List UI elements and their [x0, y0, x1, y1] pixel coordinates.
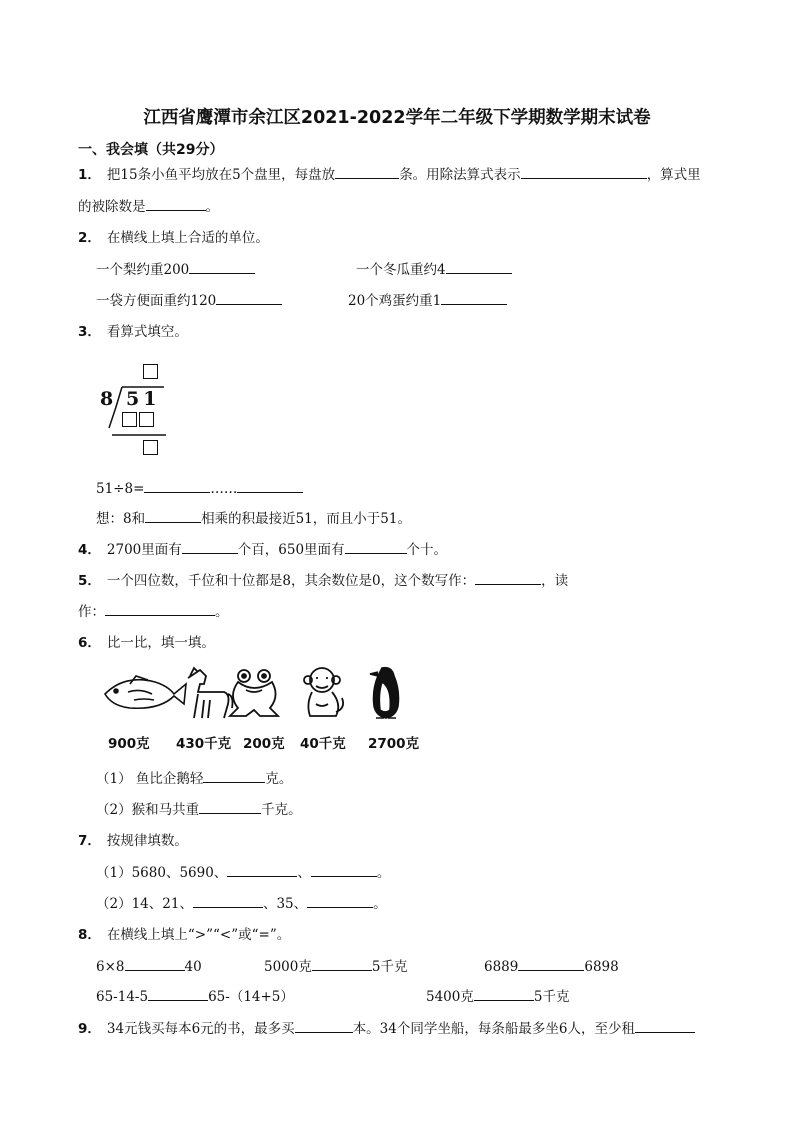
question-text: 作：: [78, 604, 105, 620]
q7-sub-2: [96, 893, 387, 914]
sub-question-text: 克。: [265, 771, 293, 787]
question-number: 8．: [78, 927, 101, 943]
answer-blank[interactable]: [635, 1018, 695, 1033]
divisor: 8: [100, 388, 114, 410]
answer-blank[interactable]: [199, 799, 261, 814]
equation-text: 51÷8=: [96, 481, 145, 497]
answer-blank[interactable]: [441, 290, 507, 305]
answer-blank[interactable]: [237, 478, 303, 493]
question-text: 一个四位数，千位和十位都是8，其余数位是0，这个数写作：: [106, 573, 476, 589]
animal-illustrations: [100, 664, 430, 724]
sequence-text: （2）14、21、: [96, 896, 193, 912]
question-text: 。: [215, 604, 229, 620]
question-text: ，读: [541, 573, 569, 589]
question-text: 2700里面有: [106, 542, 182, 558]
item-text: 20个鸡蛋约重1: [348, 293, 442, 309]
remainder-box[interactable]: [143, 440, 158, 455]
animal-weight-label: 900克: [108, 736, 150, 752]
compare-item: [264, 956, 407, 977]
ellipsis: ……: [210, 481, 238, 497]
q6-sub-1: [96, 768, 292, 789]
answer-blank[interactable]: [193, 893, 263, 908]
item-text: 一个冬瓜重约4: [356, 262, 446, 278]
compare-right: 5千克: [533, 989, 570, 1005]
q2-item-a: [96, 259, 255, 280]
question-number: 9．: [78, 1021, 101, 1037]
question-5-cont: [78, 601, 229, 622]
question-text: 把15条小鱼平均放在5个盘里，每盘放: [106, 167, 336, 183]
question-text: 本。34个同学坐船，每条船最多坐6人，至少租: [352, 1021, 635, 1037]
page-title: 江西省鹰潭市余江区2021-2022学年二年级下学期数学期末试卷: [143, 108, 651, 128]
answer-blank[interactable]: [446, 259, 512, 274]
period: 。: [373, 896, 387, 912]
compare-right: 40: [184, 959, 202, 975]
question-5: [78, 570, 568, 591]
compare-item: [96, 956, 202, 977]
question-number: 6．: [78, 635, 101, 651]
q2-item-c: [96, 290, 282, 311]
question-text: 的被除数是: [78, 199, 146, 215]
item-text: 一个梨约重200: [96, 262, 190, 278]
hint-text: 想：8和: [96, 511, 146, 527]
compare-left: 6×8: [96, 959, 125, 975]
fish-icon: [105, 676, 186, 708]
answer-blank[interactable]: [521, 164, 647, 179]
dividend: 51: [126, 388, 161, 410]
answer-blank[interactable]: [307, 893, 373, 908]
sequence-text: （1）5680、5690、: [96, 865, 228, 881]
section-heading: 一、我会填（共29分）: [78, 142, 224, 158]
question-4: [78, 539, 447, 560]
answer-blank[interactable]: [125, 956, 185, 971]
answer-blank[interactable]: [474, 986, 534, 1001]
q3-hint: [96, 508, 411, 529]
answer-blank[interactable]: [475, 570, 541, 585]
compare-left: 5400克: [426, 989, 474, 1005]
animal-weight-label: 200克: [243, 736, 285, 752]
compare-item: [484, 956, 619, 977]
answer-blank[interactable]: [295, 1018, 353, 1033]
q2-item-d: [348, 290, 507, 311]
animal-weight-label: 430千克: [176, 736, 232, 752]
question-text: 个百，650里面有: [237, 542, 345, 558]
hint-text: 相乘的积最接近51，而且小于51。: [201, 511, 411, 527]
q2-item-b: [356, 259, 512, 280]
animal-weight-label: 2700克: [368, 736, 420, 752]
question-9: [78, 1018, 695, 1039]
compare-left: 65-14-5: [96, 989, 149, 1005]
monkey-icon: [304, 668, 343, 716]
q6-sub-2: [96, 799, 302, 820]
question-text: 比一比，填一填。: [106, 635, 215, 651]
question-text: 。: [205, 199, 219, 215]
animal-weight-label: 40千克: [300, 736, 346, 752]
compare-left: 6889: [484, 959, 519, 975]
question-8: [78, 925, 290, 945]
answer-blank[interactable]: [105, 601, 215, 616]
frog-icon: [230, 670, 278, 716]
product-box-tens[interactable]: [122, 412, 137, 427]
answer-blank[interactable]: [146, 196, 206, 211]
compare-item: [96, 986, 294, 1007]
answer-blank[interactable]: [311, 862, 377, 877]
question-1-cont: [78, 196, 219, 217]
long-division-diagram: [96, 360, 176, 460]
period: 。: [376, 865, 391, 881]
question-number: 4．: [78, 542, 101, 558]
question-3: [78, 322, 188, 342]
answer-blank[interactable]: [216, 290, 282, 305]
compare-right: 5千克: [371, 959, 408, 975]
question-text: 在横线上填上“>”“<”或“=”。: [106, 927, 291, 943]
question-text: 按规律填数。: [106, 833, 188, 849]
sub-question-text: （2）猴和马共重: [96, 802, 200, 818]
answer-blank[interactable]: [518, 956, 584, 971]
separator: 、: [297, 865, 311, 881]
question-number: 5．: [78, 573, 101, 589]
question-number: 7．: [78, 833, 101, 849]
answer-blank[interactable]: [189, 259, 255, 274]
sub-question-text: 千克。: [261, 802, 302, 818]
product-box-ones[interactable]: [139, 412, 154, 427]
question-text: 在横线上填上合适的单位。: [106, 230, 269, 246]
question-text: 看算式填空。: [106, 324, 188, 340]
question-7: [78, 831, 188, 851]
penguin-icon: [370, 668, 399, 718]
question-number: 1．: [78, 167, 101, 183]
question-text: 条。用除法算式表示: [399, 167, 521, 183]
answer-blank[interactable]: [145, 508, 201, 523]
compare-item: [426, 986, 569, 1007]
question-number: 3．: [78, 324, 101, 340]
compare-left: 5000克: [264, 959, 312, 975]
question-6: [78, 633, 215, 653]
division-bracket-icon: [96, 360, 176, 460]
question-text: ，算式里: [646, 167, 701, 183]
question-1: [78, 164, 701, 185]
answer-blank[interactable]: [203, 768, 265, 783]
answer-blank[interactable]: [182, 539, 238, 554]
answer-blank[interactable]: [312, 956, 372, 971]
answer-blank[interactable]: [345, 539, 407, 554]
compare-right: 6898: [584, 959, 619, 975]
answer-blank[interactable]: [148, 986, 208, 1001]
question-number: 2．: [78, 230, 101, 246]
question-text: 个十。: [406, 542, 448, 558]
item-text: 一袋方便面重约120: [96, 293, 217, 309]
sequence-text: 、35、: [262, 896, 308, 912]
q7-sub-1: [96, 862, 390, 883]
answer-blank[interactable]: [227, 862, 297, 877]
question-2: [78, 228, 269, 248]
answer-blank[interactable]: [335, 164, 399, 179]
answer-blank[interactable]: [144, 478, 210, 493]
compare-right: 65-（14+5）: [208, 989, 294, 1005]
sub-question-text: （1） 鱼比企鹅轻: [96, 771, 204, 787]
question-text: 34元钱买每本6元的书，最多买: [106, 1021, 295, 1037]
horse-icon: [188, 668, 233, 718]
q3-equation: [96, 478, 303, 499]
